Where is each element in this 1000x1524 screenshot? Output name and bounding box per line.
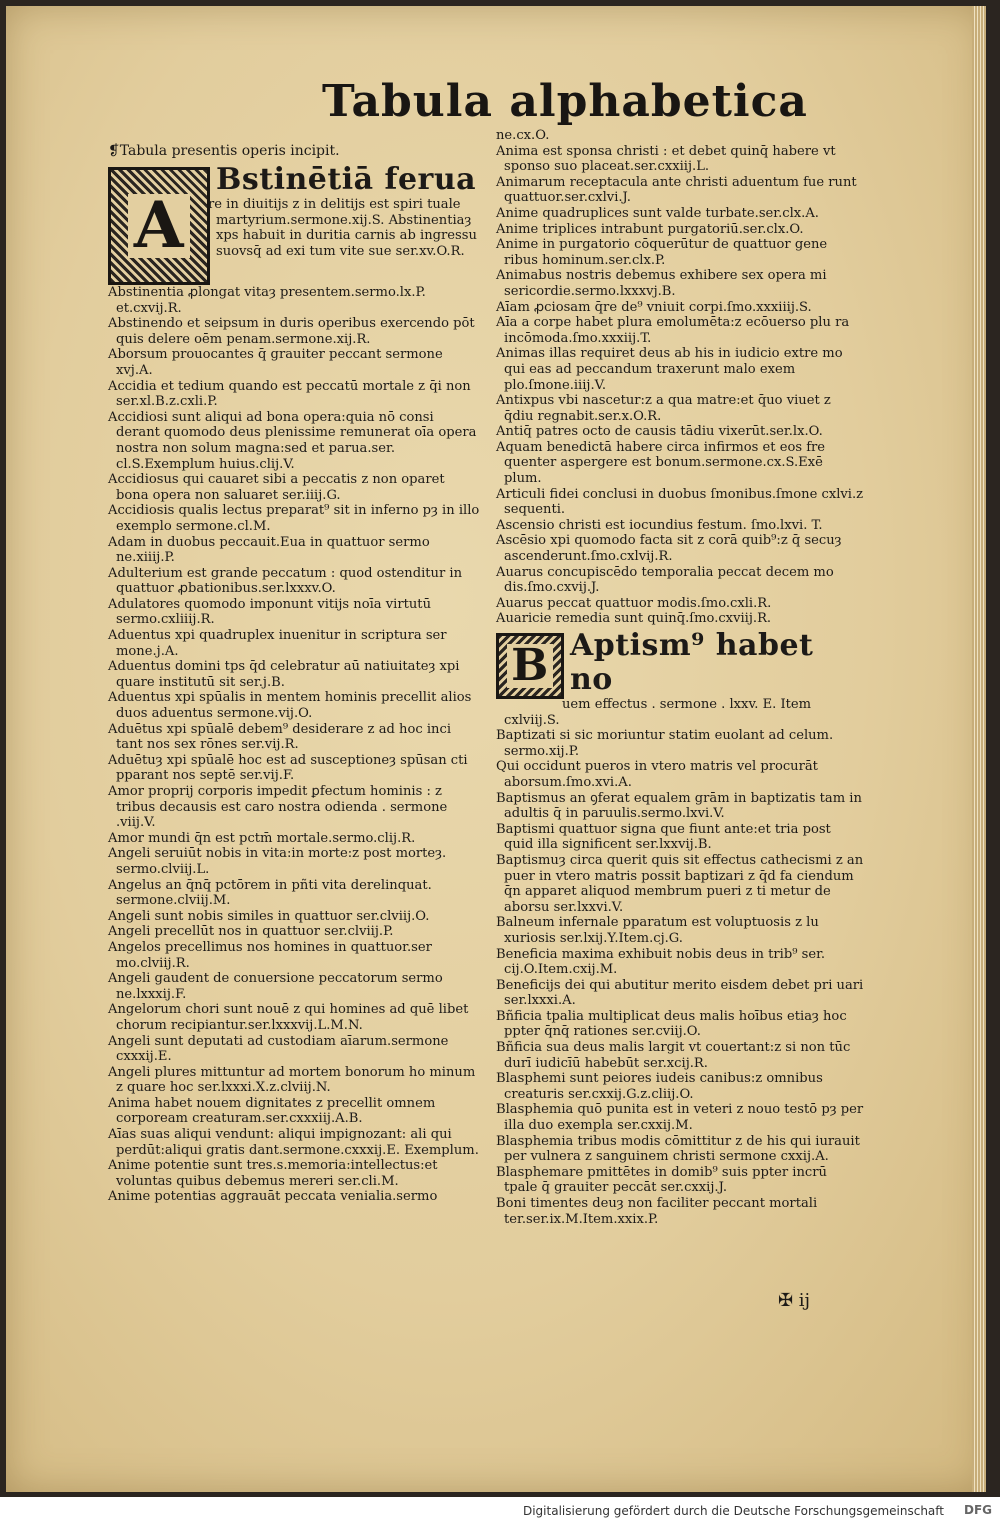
index-entry: Angelus an q̄nq̄ pctōrem in pñti vita derelinquat. sermone.clviij.M.	[108, 877, 432, 909]
index-entry: Qui occidunt pueros in vtero matris vel procurāt aborsum.ſmo.xvi.A.	[496, 759, 818, 790]
left-column	[108, 128, 480, 1205]
index-entry: Adulatores quomodo imponunt vitijs noīa virtutū sermo.cxliiij.R.	[108, 596, 431, 628]
index-entry: Auarus concupiscēdo temporalia peccat decem mo dis.ſmo.cxvij.J.	[496, 564, 834, 596]
funding-credit: Digitalisierung gefördert durch die Deutsche Forschungsgemeinschaft	[522, 1504, 944, 1518]
index-entry: Anime potentie sunt tres.s.memoria:intellectus:et voluntas quibus debemus mereri ser.cli.M.	[108, 1158, 438, 1189]
page-edge	[972, 6, 986, 1492]
index-entry: Articuli fidei conclusi in duobus ſmonibus.ſmone cxlvi.z sequenti.	[496, 486, 864, 518]
decorated-initial-b: B	[496, 633, 564, 699]
index-entry: Angelorum chori sunt nouē z qui homines ad quē libet chorum recipiantur.ser.lxxxvij.L.M.N.	[108, 1002, 469, 1033]
intro-line: ❡Tabula presentis operis incipit.	[108, 143, 340, 159]
index-entry: Angeli sunt deputati ad custodiam aīarum.sermone cxxxij.E.	[108, 1033, 449, 1065]
index-entry: Aīas suas aliqui vendunt: aliqui impignozant: ali qui perdūt:aliqui gratis dant.sermone.cxxxij.E. Exemplum.	[108, 1127, 479, 1158]
index-entry: Baptizati si sic moriuntur statim euolant ad celum. sermo.xij.P.	[496, 728, 834, 759]
index-entry: Aduentus xpi quadruplex inuenitur in scriptura ser mone.j.A.	[108, 628, 447, 659]
section-b	[496, 629, 864, 728]
section-a-continuation: re in diuitijs z in delitijs est spiri tuale martyrium.sermone.xij.S. Abstinentiaȝ xps habuit in duritia carnis ab ingressu suovsq̄ ad exi tum vite sue ser.xv.O.R.	[208, 197, 477, 259]
index-entry: Blasphemia quō punita est in veteri z nouo testō pȝ per illa duo exempla ser.cxxij.M.	[496, 1102, 864, 1134]
index-entry: Animas illas requiret deus ab his in iudicio extre mo qui eas ad peccandum traxerunt malo exem plo.ſmone.iiij.V.	[496, 346, 843, 393]
index-entry: Bñficia sua deus malis largit vt couertant:z si non tūc durī iudicīū habebūt ser.xcij.R.	[496, 1040, 851, 1071]
index-entry: Blasphemi sunt peiores iudeis canibus:z omnibus creaturis ser.cxxij.G.z.cliij.O.	[496, 1071, 823, 1102]
index-entry: Angeli precellūt nos in quattuor ser.clviij.P.	[108, 924, 394, 940]
page-title: Tabula alphabetica	[322, 76, 808, 127]
right-entry-list-a	[496, 128, 864, 627]
index-entry: Anime quadruplices sunt valde turbate.ser.clx.A.	[496, 205, 819, 221]
footer-bar	[0, 1497, 1000, 1524]
index-entry: Adulterium est grande peccatum : quod ostenditur in quattuor ꝓbationibus.ser.lxxxv.O.	[108, 565, 463, 597]
index-entry: Bñficia tpalia multiplicat deus malis hoībus etiaȝ hoc ppter q̄nq̄ rationes ser.cviij.O.	[496, 1008, 847, 1040]
index-entry: Anime triplices intrabunt purgatoriū.ser.clx.O.	[496, 221, 804, 237]
index-entry: Anime potentias aggrauāt peccata venialia.sermo	[108, 1189, 438, 1205]
section-b-heading: B Aptism⁹ habet no	[496, 629, 864, 697]
index-entry: Ascēsio xpi quomodo facta sit z corā quib⁹:z q̄ secuȝ ascenderunt.ſmo.cxlvij.R.	[496, 533, 842, 565]
index-entry: Anime in purgatorio cōquerūtur de quattuor gene ribus hominum.ser.clx.P.	[496, 237, 828, 268]
index-entry: Angeli seruiūt nobis in vita:in morte:z post morteȝ. sermo.clviij.L.	[108, 846, 447, 877]
index-entry: Amor mundi q̄n est pctm̄ mortale.sermo.clij.R.	[108, 830, 416, 846]
index-entry: Antiq̄ patres octo de causis tādiu vixerūt.ser.lx.O.	[496, 424, 823, 440]
index-entry: Accidiosus qui cauaret sibi a peccatis z non oparet bona opera non saluaret ser.iiij.G.	[108, 472, 445, 503]
signature-mark: ✠ ij	[778, 1290, 811, 1311]
index-entry: Anima habet nouem dignitates z precellit omnem corpoream creaturam.ser.cxxxiij.A.B.	[108, 1095, 436, 1127]
index-entry: Auarus peccat quattuor modis.ſmo.cxli.R.	[496, 595, 772, 611]
index-entry: Angeli gaudent de conuersione peccatorum sermo ne.lxxxij.F.	[108, 971, 443, 1002]
index-entry: Baptismi quattuor signa que fiunt ante:et tria post quid illa significent ser.lxxvij.B.	[496, 821, 831, 853]
index-entry: Ascensio christi est iocundius festum. ſmo.lxvi. T.	[496, 517, 823, 533]
decorated-initial-a: A	[108, 167, 210, 285]
section-a	[108, 163, 480, 285]
index-entry: Aduentus xpi spūalis in mentem hominis precellit alios duos aduentus sermone.vij.O.	[108, 690, 472, 722]
index-entry: Blasphemare pmittētes in domib⁹ suis ppter incrū tpale q̄ grauiter peccāt ser.cxxij.J.	[496, 1164, 827, 1196]
index-entry: Animarum receptacula ante christi aduentum fue runt quattuor.ser.cxlvi.J.	[496, 174, 857, 206]
index-entry: Aīa a corpe habet plura emolumēta:z ecōuerso plu ra incōmoda.ſmo.xxxiij.T.	[496, 315, 850, 346]
index-entry: Adam in duobus peccauit.Eua in quattuor sermo ne.xiiij.P.	[108, 534, 430, 566]
index-entry: Baptismus an ꝯferat equalem grām in baptizatis tam in adultis q̄ in paruulis.sermo.lxvi.V.	[496, 790, 862, 822]
index-entry: Anima est sponsa christi : et debet quinq̄ habere vt sponso suo placeat.ser.cxxiij.L.	[496, 143, 836, 175]
index-entry: Aduentus domini tps q̄d celebratur aū natiuitateȝ xpi quare institutū sit ser.j.B.	[108, 659, 460, 690]
index-entry: Aduētuȝ xpi spūalē hoc est ad susceptioneȝ spūsan cti pparant nos septē ser.vij.F.	[108, 752, 468, 784]
section-b-continuation: uem effectus . sermone . lxxv. E. Item cxlviij.S.	[504, 697, 812, 728]
index-entry: Angeli sunt nobis similes in quattuor ser.clviij.O.	[108, 908, 430, 924]
index-entry: Amor proprij corporis impedit ꝑfectum hominis : z tribus decausis est caro nostra odienda . sermone .viij.V.	[108, 784, 448, 831]
right-entry-list-b	[496, 728, 864, 1227]
index-entry: Beneficijs dei qui abutitur merito eisdem debet pri uari ser.lxxxi.A.	[496, 977, 864, 1009]
index-entry: Antixpus vbi nascetur:z a qua matre:et q̄uo viuet z q̄diu regnabit.ser.x.O.R.	[496, 393, 831, 424]
section-a-heading: A Bstinētiā ferua	[108, 163, 480, 197]
dfg-logo: DFG	[963, 1503, 992, 1517]
index-entry: Accidia et tedium quando est peccatū mortale z q̄i non ser.xl.B.z.cxli.P.	[108, 378, 471, 410]
index-entry: Abstinendo et seipsum in duris operibus exercendo pōt quis delere oēm penam.sermone.xij.R.	[108, 316, 475, 347]
index-entry: Aīam ꝓciosam q̄re de⁹ vniuit corpi.ſmo.xxxiiij.S.	[496, 299, 812, 315]
index-entry: Aquam benedictā habere circa infirmos et eos fre quenter aspergere est bonum.sermone.cx.S.Exē plum.	[496, 439, 826, 487]
index-entry: Beneficia maxima exhibuit nobis deus in trib⁹ ser. cij.O.Item.cxij.M.	[496, 946, 826, 978]
left-entry-list	[108, 285, 480, 1205]
index-entry: Angelos precellimus nos homines in quattuor.ser mo.clviij.R.	[108, 939, 432, 971]
index-entry: Baptismuȝ circa querit quis sit effectus cathecismi z an puer in vtero matris possit baptizari z q̄d fa ciendum q̄n apparet aliquod membrum pueri z ti metur de aborsu ser.lxxvi.V.	[496, 852, 864, 915]
index-entry: Accidiosis qualis lectus preparat⁹ sit in inferno pȝ in illo exemplo sermone.cl.M.	[108, 503, 480, 534]
index-entry: Angeli plures mittuntur ad mortem bonorum ho minum z quare hoc ser.lxxxi.X.z.clviij.N.	[108, 1064, 476, 1096]
index-entry: Auaricie remedia sunt quinq̄.ſmo.cxviij.R.	[496, 611, 772, 627]
index-entry: Aduētus xpi spūalē debem⁹ desiderare z ad hoc inci tant nos sex rōnes ser.vij.R.	[108, 721, 452, 753]
index-entry: Accidiosi sunt aliqui ad bona opera:quia nō consi derant quomodo deus plenissime remunerat oīa opera nostra non solum magna:sed et parua.ser. cl.S.Exemplum huius.clij.V.	[108, 409, 477, 472]
index-entry: ne.cx.O.	[496, 128, 550, 143]
right-column	[496, 128, 864, 1227]
index-entry: Animabus nostris debemus exhibere sex opera mi sericordie.sermo.lxxxvj.B.	[496, 268, 827, 299]
index-entry: Aborsum prouocantes q̄ grauiter peccant sermone xvj.A.	[108, 347, 443, 378]
index-entry: Blasphemia tribus modis cōmittitur z de his qui iurauit per vulnera z sanguinem christi sermone cxxij.A.	[496, 1133, 860, 1165]
index-entry: Abstinentia ꝓlongat vitaȝ presentem.sermo.lx.P. et.cxvij.R.	[108, 285, 426, 316]
index-entry: Boni timentes deuȝ non faciliter peccant mortali ter.ser.ix.M.Item.xxix.P.	[496, 1196, 818, 1227]
index-entry: Balneum infernale pparatum est voluptuosis z lu xuriosis ser.lxij.Y.Item.cj.G.	[496, 915, 819, 946]
